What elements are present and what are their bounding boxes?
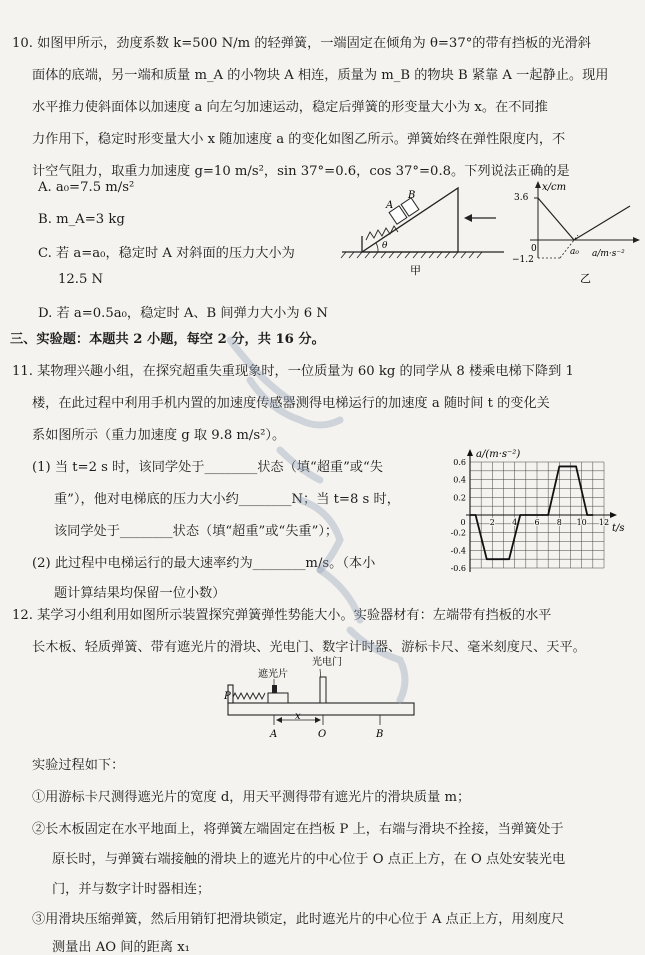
chart-y-tick-label: 0.6 (453, 458, 466, 467)
fig-jia-caption: 甲 (410, 264, 421, 277)
chart-data-point (486, 558, 488, 560)
fig-label-o: O (318, 729, 327, 740)
fig-label-p: P (224, 691, 231, 702)
fig-jia-theta: θ (382, 241, 388, 251)
chart-data-point (475, 514, 477, 516)
chart-data-point (559, 466, 561, 468)
chart-x-tick-label: 2 (489, 518, 495, 527)
chart-data-point (519, 514, 521, 516)
q11-part1-c: 该同学处于________状态（填“超重”或“失重”）； (54, 524, 339, 539)
fig-label-x: x (295, 711, 301, 722)
q10-option-c: C. 若 a=a₀，稳定时 A 对斜面的压力大小为 (38, 246, 295, 261)
q11-part2-b: 题计算结果均保留一位小数） (54, 586, 226, 601)
q10-line-4: 力作用下，稳定时形变量大小 x 随加速度 a 的变化如图乙所示。弹簧始终在弹性限度内，不 (32, 132, 566, 147)
q12-step-2a: ②长木板固定在水平地面上，将弹簧左端固定在挡板 P 上，右端与滑块不拴接，当弹簧处于 (32, 822, 564, 837)
figure-yi-x-a-graph (512, 178, 642, 286)
chart-y-tick-label: 0.2 (453, 493, 466, 503)
q10-line-5: 计空气阻力，取重力加速度 g=10 m/s²，sin 37°=0.6，cos 37°=0.8。下列说法正确的是 (32, 164, 570, 179)
chart-x-tick-label: 0 (460, 518, 466, 527)
chart-y-tick-label: 0.4 (453, 475, 466, 485)
fig-label-a: A (270, 729, 278, 740)
q12-step-3b: 测量出 AO 间的距离 x₁ (52, 940, 190, 955)
chart-x-tick-label: 4 (512, 518, 518, 527)
fig-yi-ylabel: x/cm (542, 182, 567, 193)
q12-step-1: ①用游标卡尺测得遮光片的宽度 d，用天平测得带有遮光片的滑块质量 m； (32, 790, 471, 805)
q12-line-2: 长木板、轻质弹簧、带有遮光片的滑块、光电门、数字计时器、游标卡尺、毫米刻度尺、天平。 (32, 640, 586, 655)
q11-line-3: 系如图所示（重力加速度 g 取 9.8 m/s²）。 (32, 428, 286, 443)
fig-yi-y-top: 3.6 (514, 193, 529, 203)
chart-y-tick-label: -0.6 (450, 564, 466, 573)
fig-yi-origin: 0 (531, 244, 537, 254)
chart-data-point (575, 466, 577, 468)
chart-x-tick-label: 12 (598, 518, 610, 527)
fig-yi-x-tick: a₀ (570, 247, 579, 257)
chart-y-tick-label: -0.2 (450, 528, 466, 538)
fig-label-zheguangpian: 遮光片 (258, 669, 288, 680)
fig-label-b: B (376, 729, 384, 740)
chart-x-tick-label: 6 (534, 518, 540, 527)
q10-option-c-cont: 12.5 N (58, 272, 104, 287)
q11-part2-a: (2) 此过程中电梯运行的最大速率约为________m/s。（本小 (32, 556, 376, 571)
chart-y-tick-label: -0.4 (450, 546, 466, 556)
chart-ylabel: a/(m·s⁻²) (476, 449, 521, 460)
figure-spring-apparatus (222, 655, 427, 770)
q12-step-3a: ③用滑块压缩弹簧，然后用销钉把滑块锁定，此时遮光片的中心位于 A 点正上方，用刻度尺 (32, 912, 565, 927)
chart-data-point (592, 514, 594, 516)
q12-line-1: 12. 某学习小组利用如图所示装置探究弹簧弹性势能大小。实验器材有：左端带有挡板的水平 (12, 608, 552, 623)
q12-step-2b: 原长时，与弹簧右端接触的滑块上的遮光片的中心位于 O 点正上方，在 O 点处安装光电 (52, 852, 566, 867)
q10-line-1: 10. 如图甲所示，劲度系数 k=500 N/m 的轻弹簧，一端固定在倾角为 θ=37°的带有挡板的光滑斜 (12, 36, 591, 51)
q10-option-a: A. a₀=7.5 m/s² (38, 180, 135, 195)
chart-x-arrow (610, 512, 617, 518)
figure-jia-incline (338, 178, 508, 278)
q12-step-header: 实验过程如下： (32, 758, 125, 773)
chart-data-point (508, 558, 510, 560)
fig-jia-label-b: B (408, 190, 416, 201)
chart-data-point (547, 514, 549, 516)
q10-option-d: D. 若 a=0.5a₀，稳定时 A、B 间弹力大小为 6 N (38, 306, 328, 321)
chart-x-tick-label: 10 (576, 518, 587, 527)
chart-data-point (525, 514, 527, 516)
fig-yi-caption: 乙 (580, 272, 591, 285)
q12-step-2c: 门，并与数字计时器相连； (52, 882, 211, 897)
q11-part1-a: (1) 当 t=2 s 时，该同学处于________状态（填“超重”或“失 (32, 460, 383, 475)
q11-part1-b: 重”），他对电梯底的压力大小约________N；当 t=8 s 时， (54, 492, 400, 507)
q10-option-b: B. m_A=3 kg (38, 212, 125, 227)
chart-series-line (470, 466, 593, 559)
acceleration-time-chart (440, 448, 640, 580)
section-3-heading: 三、实验题：本题共 2 小题，每空 2 分，共 16 分。 (10, 332, 325, 347)
chart-data-point (542, 514, 544, 516)
fig-yi-xlabel: a/m·s⁻² (592, 249, 625, 259)
q11-line-1: 11. 某物理兴趣小组，在探究超重失重现象时，一位质量为 60 kg 的同学从 8 楼乘电梯下降到 1 (12, 364, 574, 379)
q10-line-2: 面体的底端，另一端和质量 m_A 的小物块 A 相连，质量为 m_B 的物块 B 紧靠 A 一起静止。现用 (32, 68, 609, 83)
q10-line-3: 水平推力使斜面体以加速度 a 向左匀加速运动，稳定后弹簧的形变量大小为 x。在不同推 (32, 100, 548, 115)
fig-label-guangdianmen: 光电门 (312, 657, 342, 668)
fig-jia-label-a: A (386, 200, 394, 211)
chart-data-point (469, 514, 471, 516)
chart-data-point (586, 514, 588, 516)
fig-yi-y-bottom: −1.2 (512, 255, 534, 265)
chart-x-tick-label: 8 (556, 518, 562, 527)
chart-xlabel: t/s (612, 523, 625, 534)
chart-y-arrow (467, 449, 473, 456)
q11-line-2: 楼，在此过程中利用手机内置的加速度传感器测得电梯运行的加速度 a 随时间 t 的变化关 (32, 396, 550, 411)
